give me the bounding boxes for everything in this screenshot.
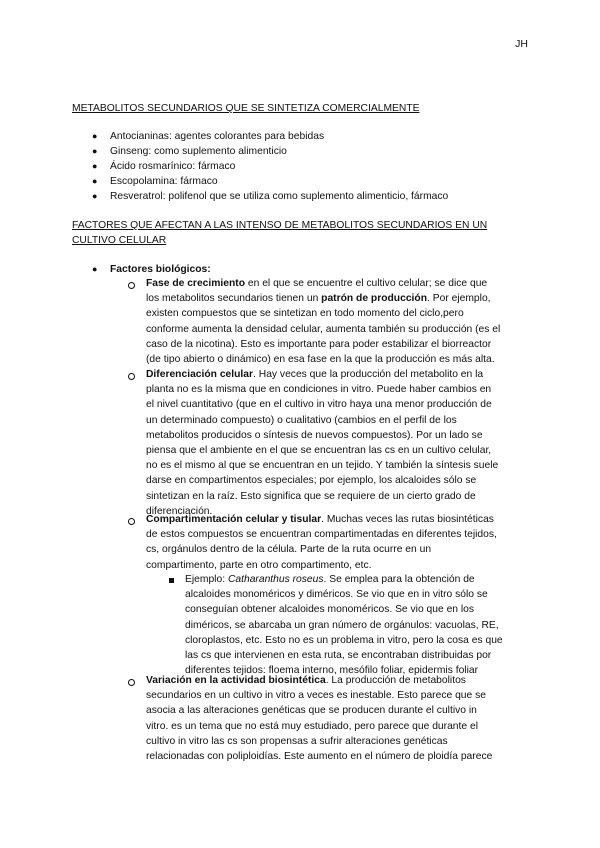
bullet-icon: ● [92, 191, 98, 201]
section2-title-line2: CULTIVO CELULAR [72, 235, 167, 246]
author-initials: JH [515, 38, 528, 50]
factor-biosynthetic-variation: Variación en la actividad biosintética. La producción de metabolitos secundarios en un cultivo in vitro a veces es inestable. Esto parece que se asocia a las alteraciones genéticas que se producen durante el cultivo in vitro. es un tema que no está muy estudiado, pero parece que durante el cultivo in vitro las cs son propensas a sufrir alteraciones genéticas relacionadas con poliploidías. Este aumento en el número de ploidía parece [146, 675, 493, 763]
bullet-icon: ● [92, 264, 98, 274]
factor-heading: Factores biológicos: [110, 264, 211, 275]
bullet-icon: ● [92, 176, 98, 186]
biosynthetic-variation-term: Variación en la actividad biosintética [146, 675, 326, 686]
section2-title-line1: FACTORES QUE AFECTAN A LAS INTENSO DE METABOLITOS SECUNDARIOS EN UN [72, 220, 488, 231]
section1-title: METABOLITOS SECUNDARIOS QUE SE SINTETIZA COMERCIALMENTE [72, 103, 420, 114]
circle-bullet-icon [128, 282, 135, 289]
circle-bullet-icon [128, 518, 135, 525]
example-catharanthus: Ejemplo: Catharanthus roseus. Se emplea para la obtención de alcaloides monoméricos y diméricos. Se vio que en in vitro sólo se conseguían obtener alcaloides monoméricos. Se vio que en los diméricos, se abarcaba un gran número de orgánulos: vacuolas, RE, cloroplastos, etc. Esto no es un problema in vitro, pero la cosa es que las cs que intervienen en esta ruta, se encontraban distribuidas por diferentes tejidos: floema interno, mesófilo foliar, epidermis foliar [185, 574, 503, 677]
bullet-icon: ● [92, 146, 98, 156]
circle-bullet-icon [128, 373, 135, 380]
production-pattern-term: patrón de producción [321, 293, 427, 305]
species-name: Catharanthus roseus [227, 574, 324, 585]
compartmentation-term: Compartimentación celular y tisular [146, 514, 322, 525]
factor-growth-phase: Fase de crecimiento en el que se encuentre el cultivo celular; se dice que los metabolitos secundarios tienen un patrón de producción. Por ejemplo, existen compuestos que se sintetizan en todo momento del ciclo,pero conforme aumenta la densidad celular, aumenta también su producción (es el caso de la nicotina). Esto es importante para poder estabilizar el biorreactor (de tipo abierto o dinámico) en esa fase en la que la producción es más alta. [146, 278, 501, 366]
list-item: Resveratrol: polifenol que se utiliza como suplemento alimenticio, fármaco [110, 191, 449, 202]
factor-cell-differentiation: Diferenciación celular. Hay veces que la producción del metabolito en la planta no es la misma que en condiciones in vitro. Puede haber cambios en el nivel cuantitativo (que en el cultivo in vitro haya una menor producción de un determinado compuesto) o cualitativo (cambios en el perfil de los metabolitos producidos o síntesis de nuevos compuestos). Por un lado se piensa que el ambiente en el que se encuentran las cs en un cultivo celular, no es el mismo al que se encuentran en un tejido. Y también la síntesis suele darse en compartimentos especiales; por ejemplo, los alcaloides sólo se sintetizan en la raíz. Esto significa que se requiere de un cierto grado de diferenciación. [146, 369, 499, 517]
differentiation-term: Diferenciación celular [146, 369, 254, 380]
factor-compartmentation: Compartimentación celular y tisular. Muchas veces las rutas biosintéticas de estos compuestos se encuentran compartimentadas en diferentes tejidos, cs, orgánulos dentro de la célula. Parte de la ruta ocurre en un compartimento, parte en otro compartimento, etc. [146, 514, 497, 571]
list-item: Ginseng: como suplemento alimenticio [110, 146, 287, 157]
growth-phase-term: Fase de crecimiento [146, 278, 246, 289]
list-item: Escopolamina: fármaco [110, 176, 218, 187]
circle-bullet-icon [128, 679, 135, 686]
square-bullet-icon [169, 578, 174, 583]
list-item: Antocianinas: agentes colorantes para bebidas [110, 131, 325, 142]
list-item: Ácido rosmarínico: fármaco [110, 161, 236, 172]
bullet-icon: ● [92, 161, 98, 171]
bullet-icon: ● [92, 131, 98, 141]
